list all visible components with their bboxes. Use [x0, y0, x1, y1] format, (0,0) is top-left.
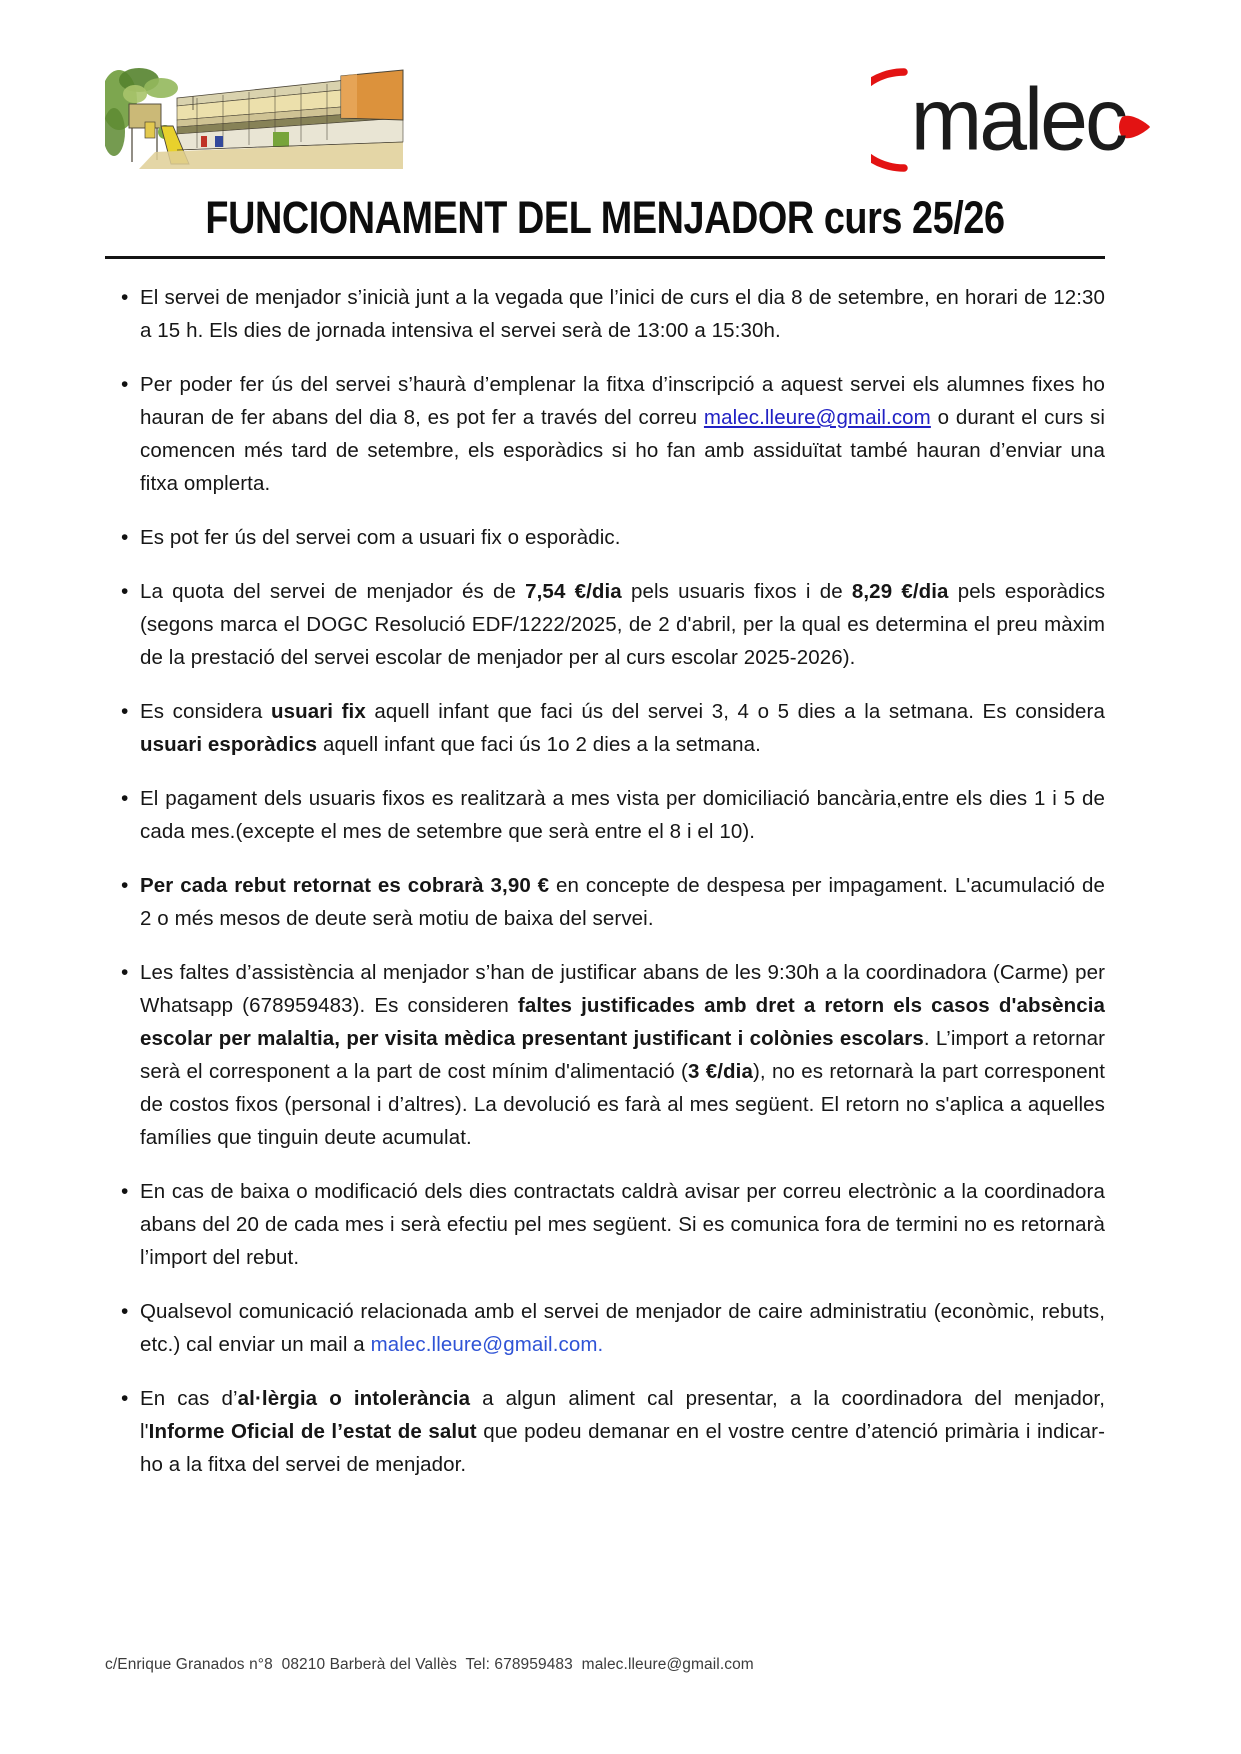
list-item-text — [140, 695, 1105, 761]
text-segment: 3 €/dia — [687, 1060, 753, 1083]
text-segment: en concepte de despesa per impagament. L'acumulació de 2 o més mesos de deute serà motiu de baixa del servei. — [140, 874, 1105, 930]
list-item — [105, 1382, 1105, 1481]
list-item-text — [140, 1175, 1105, 1274]
text-segment: Per cada rebut retornat es cobrarà 3,90 € — [140, 874, 550, 897]
list-item — [105, 521, 1105, 554]
text-segment: pels esporàdics (segons marca el DOGC Resolució EDF/1222/2025, de 2 d'abril, per la qual es determina el preu màxim de la prestació del servei escolar de menjador per al curs escolar 2025-2026). — [140, 580, 1106, 669]
text-segment: . L’import a retornar serà el corresponent a la part de cost mínim d'alimentació ( — [140, 1027, 1105, 1083]
list-item-text — [140, 575, 1105, 674]
list-item-text — [140, 869, 1105, 935]
text-segment: aquell infant que faci ús 1o 2 dies a la setmana. — [317, 733, 761, 756]
bullet-list — [105, 281, 1105, 1481]
list-item — [105, 1295, 1105, 1361]
text-segment: El pagament dels usuaris fixos es realitzarà a mes vista per domiciliació bancària,entre els dies 1 i 5 de cada mes.(excepte el mes de setembre que serà entre el 8 i el 10). — [140, 787, 1105, 843]
text-segment: En cas d’ — [140, 1387, 238, 1410]
bullet-dot: • — [121, 526, 129, 549]
bullet-dot: • — [121, 961, 129, 984]
logo-paren-icon — [871, 68, 909, 172]
text-segment: Es pot fer ús del servei com a usuari fix o esporàdic. — [140, 526, 621, 549]
list-item — [105, 869, 1105, 935]
bullet-dot: • — [121, 787, 129, 810]
text-segment: 7,54 €/dia — [525, 580, 622, 603]
text-segment: Per poder fer ús del servei s’haurà d’emplenar la fitxa d’inscripció a aquest servei els alumnes fixes ho hauran de fer abans del dia 8, es pot fer a través del correu — [140, 373, 1105, 429]
text-segment: usuari esporàdics — [140, 733, 318, 756]
text-segment: Informe Oficial de l’estat de salut — [148, 1420, 477, 1443]
text-segment: que podeu demanar en el vostre centre d’atenció primària i indicar-ho a la fitxa del servei de menjador. — [140, 1420, 1105, 1476]
text-segment: Es considera — [140, 700, 271, 723]
footer-contact: c/Enrique Granados n°8 08210 Barberà del Vallès Tel: 678959483 malec.lleure@gmail.com — [105, 1656, 754, 1673]
text-segment: En cas de baixa o modificació dels dies contractats caldrà avisar per correu electrònic a la coordinadora abans del 20 de cada mes i serà efectiu pel mes següent. Si es comunica fora de termini no es retornarà l’import del rebut. — [140, 1180, 1105, 1269]
text-segment: faltes justificades amb dret a retorn els casos d'absència escolar per malaltia, per visita mèdica presentant justificant i colònies escolars — [140, 994, 1105, 1050]
list-item-text — [140, 1382, 1105, 1481]
text-segment: Les faltes d’assistència al menjador s’han de justificar abans de les 9:30h a la coordinadora (Carme) per Whatsapp (678959483). Es consideren — [140, 961, 1105, 1017]
list-item — [105, 695, 1105, 761]
list-item-text — [140, 368, 1105, 500]
list-item-text — [140, 1295, 1105, 1361]
bullet-dot: • — [121, 286, 129, 309]
text-segment: ), no es retornarà la part corresponent de costos fixos (personal i d’altres). La devolució es farà al mes següent. El retorn no s'aplica a aquelles famílies que tinguin deute acumulat. — [140, 1060, 1105, 1149]
page-header — [105, 0, 1151, 172]
list-item-text — [140, 956, 1105, 1154]
bullet-dot: • — [121, 1300, 129, 1323]
list-item — [105, 368, 1105, 500]
text-segment: a algun aliment cal presentar, a la coordinadora del menjador, l' — [140, 1387, 1105, 1443]
list-item-text — [140, 281, 1105, 347]
list-item — [105, 575, 1105, 674]
email-link[interactable]: malec.lleure@gmail.com. — [370, 1333, 604, 1356]
page-title: FUNCIONAMENT DEL MENJADOR curs 25/26 — [205, 192, 1005, 243]
bullet-dot: • — [121, 580, 129, 603]
malec-logo — [871, 68, 1151, 172]
bullet-dot: • — [121, 1180, 129, 1203]
text-segment: La quota del servei de menjador és de — [140, 580, 526, 603]
document-page — [105, 0, 1125, 1481]
logo-wordmark: malec — [910, 71, 1125, 169]
list-item — [105, 1175, 1105, 1274]
bullet-dot: • — [121, 1387, 129, 1410]
list-item-text — [140, 782, 1105, 848]
text-segment: pels usuaris fixos i de — [621, 580, 852, 603]
bullet-dot: • — [121, 700, 129, 723]
email-link[interactable]: malec.lleure@gmail.com — [703, 406, 931, 429]
school-building-illustration — [105, 66, 405, 170]
text-segment: El servei de menjador s’inicià junt a la vegada que l’inici de curs el dia 8 de setembre, en horari de 12:30 a 15 h. Els dies de jornada intensiva el servei serà de 13:00 a 15:30h. — [140, 286, 1105, 342]
text-segment: aquell infant que faci ús del servei 3, 4 o 5 dies a la setmana. Es considera — [365, 700, 1105, 723]
list-item — [105, 956, 1105, 1154]
list-item — [105, 782, 1105, 848]
list-item-text — [140, 521, 1105, 554]
list-item — [105, 281, 1105, 347]
text-segment: 8,29 €/dia — [851, 580, 949, 603]
bullet-dot: • — [121, 874, 129, 897]
text-segment: Qualsevol comunicació relacionada amb el servei de menjador de caire administratiu (econòmic, rebuts, etc.) cal enviar un mail a — [140, 1300, 1105, 1356]
text-segment: al·lèrgia o intolerància — [237, 1387, 471, 1410]
text-segment: o durant el curs si comencen més tard de setembre, els esporàdics si ho fan amb assiduïtat també hauran d’enviar una fitxa omplerta. — [140, 406, 1106, 495]
text-segment: usuari fix — [270, 700, 366, 723]
bullet-dot: • — [121, 373, 129, 396]
title-divider — [105, 256, 1105, 259]
